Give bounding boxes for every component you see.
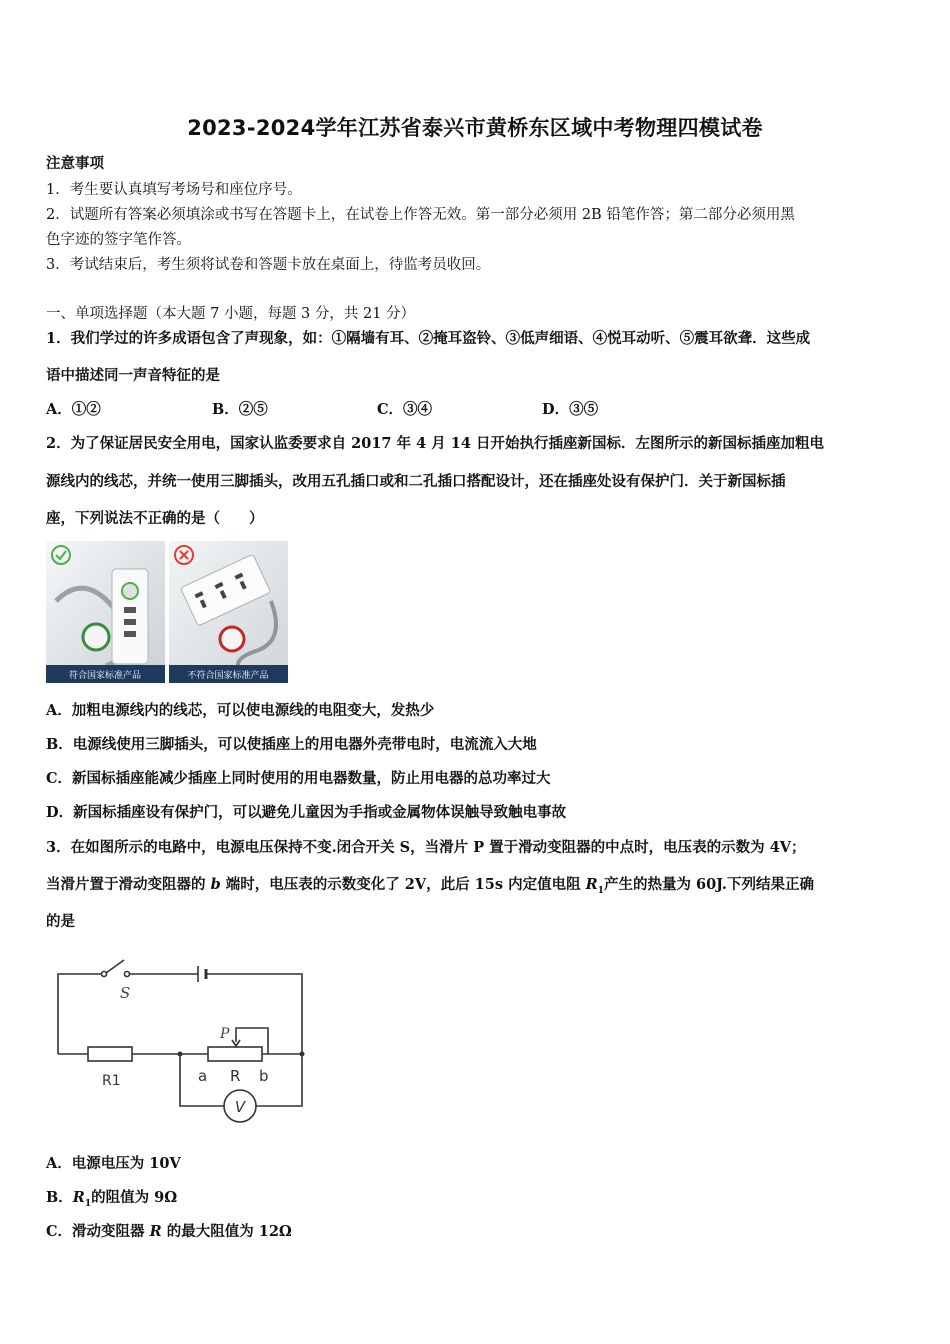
resistor-r1: [88, 1047, 132, 1061]
q3-text: 的阻值为 9Ω: [91, 1189, 178, 1206]
q3-text: C．滑动变阻器: [46, 1223, 150, 1240]
notice-item: 3．考试结束后，考生须将试卷和答题卡放在桌面上，待监考员收回。: [46, 257, 491, 273]
switch-label: S: [120, 984, 131, 1002]
page-title: 2023-2024学年江苏省泰兴市黄桥东区域中考物理四模试卷: [187, 116, 763, 140]
q3-r1-italic: R: [72, 1189, 85, 1206]
q1-option-a: A．①②: [46, 401, 101, 418]
notice-heading: 注意事项: [46, 155, 104, 172]
socket-comparison-image: [46, 541, 288, 683]
photo-caption-right: 不符合国家标准产品: [187, 671, 269, 681]
q1-option-c: C．③④: [377, 401, 433, 418]
question-2-line: 2．为了保证居民安全用电，国家认监委要求自 2017 年 4 月 14 日开始执行插座新国标．左图所示的新国标插座加粗电: [46, 435, 824, 452]
q3-option-b: [46, 1186, 912, 1209]
voltmeter-label: V: [234, 1098, 246, 1116]
slider-label: P: [220, 1026, 230, 1042]
q2-option-d: D．新国标插座设有保护门，可以避免儿童因为手指或金属物体误触导致触电事故: [46, 804, 567, 821]
section-heading: 一、单项选择题（本大题 7 小题，每题 3 分，共 21 分）: [46, 306, 416, 322]
photo-caption-left: 符合国家标准产品: [68, 671, 142, 681]
q3-text: 当滑片置于滑动变阻器的: [46, 876, 211, 893]
q3-r1-italic: R: [585, 876, 598, 893]
q3-r1-sub: 1: [84, 1198, 92, 1209]
question-1-line: 语中描述同一声音特征的是: [46, 367, 220, 384]
q2-option-c: C．新国标插座能减少插座上同时使用的用电器数量，防止用电器的总功率过大: [46, 770, 551, 787]
switch-blade: [106, 960, 124, 973]
q2-option-b: B．电源线使用三脚插头，可以使插座上的用电器外壳带电时，电流流入大地: [46, 736, 537, 753]
q3-option-a: A．电源电压为 10V: [46, 1155, 181, 1172]
q3-r1-sub: 1: [597, 885, 604, 896]
rheostat-r: [208, 1047, 262, 1061]
q3-r-italic: R: [149, 1223, 162, 1240]
question-1-line: 1．我们学过的许多成语包含了声现象，如：①隔墙有耳、②掩耳盗铃、③低声细语、④悦耳动听、⑤震耳欲聋．这些成: [46, 330, 811, 347]
r1-label: R1: [102, 1073, 121, 1089]
r-label: R: [230, 1067, 241, 1085]
q3-text: 的最大阻值为 12Ω: [161, 1223, 292, 1240]
q2-option-a: A．加粗电源线内的线芯，可以使电源线的电阻变大，发热少: [46, 702, 435, 719]
q3-text: 产生的热量为 60J.下列结果正确: [603, 876, 814, 893]
notice-item: 2．试题所有答案必须填涂或书写在答题卡上，在试卷上作答无效。第一部分必须用 2B 铅笔作答；第二部分必须用黑: [46, 207, 795, 223]
question-2-line: 座，下列说法不正确的是（ ）: [46, 510, 264, 527]
question-3-line: [46, 873, 912, 896]
question-2-line: 源线内的线芯，并统一使用三脚插头，改用五孔插口或和二孔插口搭配设计，还在插座处设有保护门．关于新国标插: [46, 473, 786, 490]
q3-b-italic: b: [210, 876, 221, 893]
q3-text: 端时，电压表的示数变化了 2V，此后 15s 内定值电阻: [220, 876, 586, 893]
notice-item: 色字迹的签字笔作答。: [46, 232, 191, 248]
question-3-line: 3．在如图所示的电路中，电源电压保持不变.闭合开关 S，当滑片 P 置于滑动变阻器的中点时，电压表的示数为 4V；: [46, 839, 806, 856]
q3-text: B．: [46, 1189, 73, 1206]
q3-option-c: [46, 1220, 912, 1241]
question-3-line: 的是: [46, 913, 75, 930]
q1-option-d: D．③⑤: [542, 401, 599, 418]
b-label: b: [259, 1067, 269, 1085]
circuit-diagram: [52, 958, 310, 1126]
q1-option-b: B．②⑤: [212, 401, 268, 418]
a-label: a: [198, 1067, 208, 1085]
notice-item: 1．考生要认真填写考场号和座位序号。: [46, 182, 302, 198]
slider-wire: [236, 1028, 268, 1054]
